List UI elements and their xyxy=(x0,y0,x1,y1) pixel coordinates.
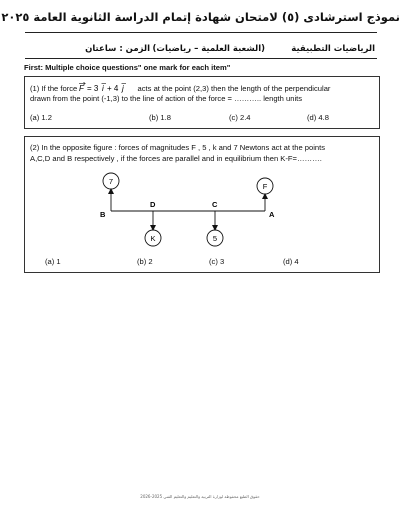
question-1-option-c[interactable]: (c) 2.4 xyxy=(229,113,251,122)
branch-label: (الشعبة العلمية – رياضيات) xyxy=(152,44,265,54)
page-footer: حقوق الطبع محفوظة لوزارة التربية والتعليم والتعليم الفني 2025-2026 xyxy=(140,494,260,499)
time-label: الزمن : ساعتان xyxy=(85,44,150,54)
subject-label: الرياضيات التطبيقية xyxy=(291,44,375,54)
question-2-option-c[interactable]: (c) 3 xyxy=(209,257,225,266)
question-1-box xyxy=(24,76,380,129)
question-1-option-b[interactable]: (b) 1.8 xyxy=(149,113,171,122)
point-label-b: B xyxy=(100,210,106,219)
point-label-c: C xyxy=(212,200,218,209)
question-2-line-1: (2) In the opposite figure : forces of magnitudes F , 5 , k and 7 Newtons act at the points xyxy=(30,143,326,152)
svg-text:+ 4: + 4 xyxy=(107,84,119,93)
question-2-option-d[interactable]: (d) 4 xyxy=(283,257,299,266)
subheader-divider xyxy=(25,58,377,59)
question-2-option-a[interactable]: (a) 1 xyxy=(45,257,61,266)
point-label-a: A xyxy=(269,210,275,219)
question-1-option-a[interactable]: (a) 1.2 xyxy=(30,113,52,122)
question-1-text-a: (1) If the force xyxy=(30,84,78,93)
svg-text:j: j xyxy=(122,84,125,93)
question-2-line-2: A,C,D and B respectively , if the forces are parallel and in equilibrium then K-F=………. xyxy=(30,154,322,163)
exam-title: نموذج استرشادى (٥) لامتحان شهادة إتمام الدراسة الثانوية العامة ٢٠٢٥ xyxy=(1,10,400,24)
question-1-option-d[interactable]: (d) 4.8 xyxy=(307,113,329,122)
svg-text:= 3: = 3 xyxy=(87,84,99,93)
force-label-f: F xyxy=(262,182,268,191)
header-divider xyxy=(25,32,377,33)
force-vector-expression xyxy=(79,82,135,93)
question-2-box xyxy=(24,136,380,273)
section-title: First: Multiple choice questions" one mark for each item" xyxy=(24,63,231,72)
question-1-text-b: acts at the point (2,3) then the length of the perpendicular xyxy=(137,84,331,93)
question-2-option-b[interactable]: (b) 2 xyxy=(137,257,153,266)
force-label-7: 7 xyxy=(108,177,114,186)
svg-text:i: i xyxy=(102,84,105,93)
svg-text:F: F xyxy=(79,84,85,93)
question-1-line-2: drawn from the point (-1,3) to the line of action of the force = ……….. length units xyxy=(30,94,303,103)
point-label-d: D xyxy=(150,200,156,209)
forces-figure xyxy=(25,137,379,272)
force-label-5: 5 xyxy=(212,234,218,243)
force-label-k: K xyxy=(150,234,156,243)
